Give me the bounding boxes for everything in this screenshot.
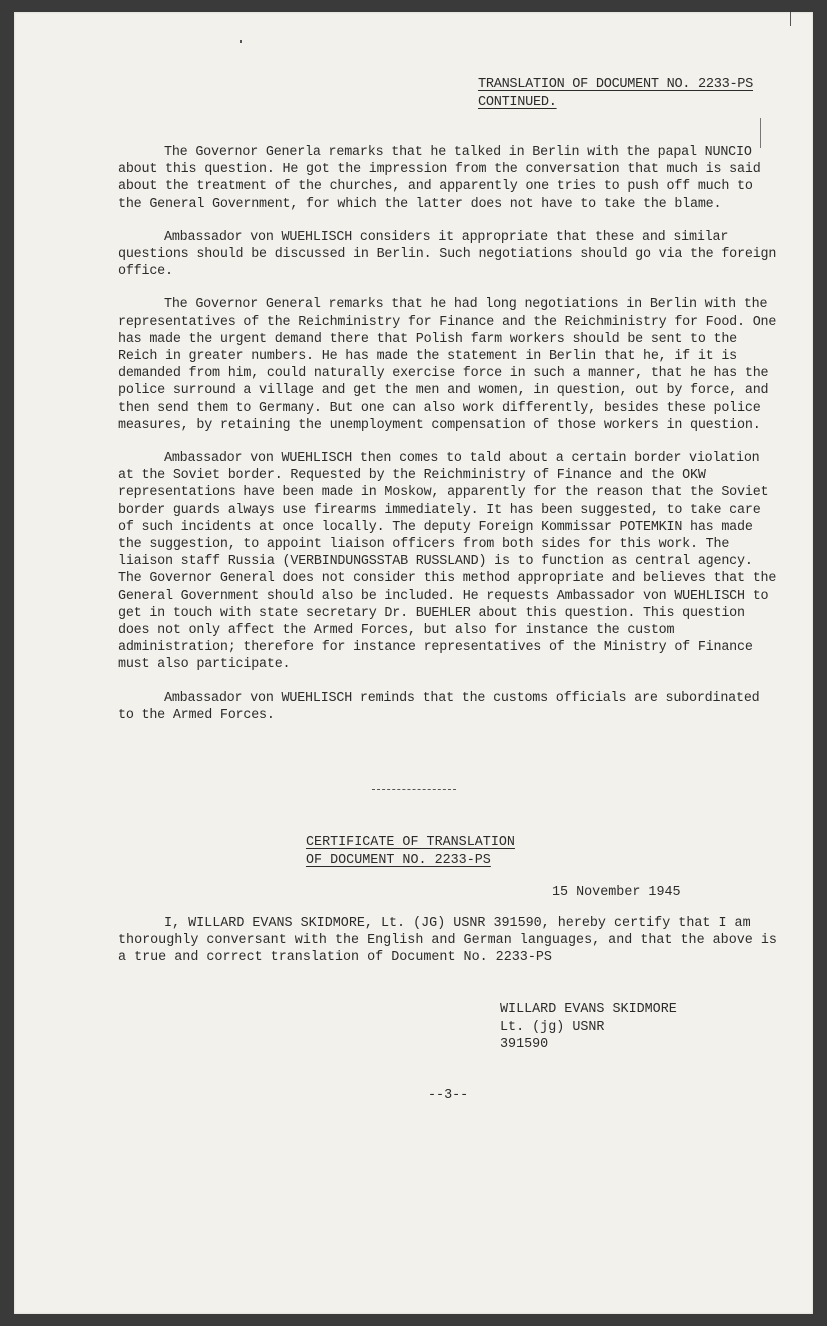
page-number: --3-- (428, 1088, 469, 1103)
document-page (14, 12, 813, 1314)
header-title: TRANSLATION OF DOCUMENT NO. 2233-PS (478, 77, 754, 92)
paragraph-customs-officials: Ambassador von WUEHLISCH reminds that the customs officials are subordinated to the Armed Forces. (118, 690, 760, 723)
signature-number: 391590 (500, 1037, 549, 1052)
certificate-statement: I, WILLARD EVANS SKIDMORE, Lt. (JG) USNR 391590, hereby certify that I am thoroughly conversant with the English and German languages, and that the above is a true and correct translation of Document No. 2233-PS (118, 916, 777, 966)
section-divider (372, 789, 456, 790)
header-continued: CONTINUED. (478, 95, 557, 110)
paragraph-governor-nuncio: The Governor Generla remarks that he talked in Berlin with the papal NUNCIO about this question. He got the impression from the conversation that much is said about the treatment of the churches, and apparently one tries to push off much to the General Government, for which the latter does not have to take the blame. (118, 145, 761, 212)
page-edge-mark (790, 12, 791, 26)
ink-speck (240, 40, 242, 43)
paragraph-border-violation: Ambassador von WUEHLISCH then comes to tald about a certain border violation at the Soviet border. Requested by the Reichministry of Finance and the OKW representations have been made in Moskow, apparently for the reason that the Soviet border guards always use firearms immediately. It has been suggested, to take care of such incidents at once locally. The deputy Foreign Kommissar POTEMKIN has made the suggestion, to appoint liaison officers from both sides for this work. The liaison staff Russia (VERBINDUNGSSTAB RUSSLAND) is to function as central agency. The Governor General does not consider this method appropriate and believes that the General Government should also be included. He requests Ambassador von WUEHLISCH to get in touch with state secretary Dr. BUEHLER about this question. This question does not only affect the Armed Forces, but also for instance the custom administration; therefore for instance representatives of the Ministry of Finance must also participate. (118, 451, 777, 673)
signature-name: WILLARD EVANS SKIDMORE (500, 1002, 677, 1017)
signature-rank: Lt. (jg) USNR (500, 1019, 605, 1035)
certificate-title-line2: OF DOCUMENT NO. 2233-PS (306, 853, 491, 868)
paragraph-wuehlisch-berlin: Ambassador von WUEHLISCH considers it appropriate that these and similar questions should be discussed in Berlin. Such negotiations should go via the foreign office. (118, 229, 777, 280)
paragraph-farm-workers: The Governor General remarks that he had long negotiations in Berlin with the representatives of the Reichministry for Finance and the Reichministry for Food. One has made the urgent demand there that Polish farm workers should be sent to the Reich in greater numbers. He has made the statement in Berlin that he, if it is demanded from him, could naturally exercise force in such a manner, that he has the police surround a village and get the men and women, in question, out by force, and then send them to Germany. But one can also work differently, besides these police measures, by retaining the unemployment compensation of those workers in question. (118, 297, 777, 433)
document-header (478, 76, 788, 112)
translation-body (118, 144, 780, 740)
certificate-title-line1: CERTIFICATE OF TRANSLATION (306, 835, 515, 850)
certificate-date: 15 November 1945 (552, 885, 681, 900)
signature-block (500, 1001, 677, 1054)
certificate-title (306, 834, 515, 870)
